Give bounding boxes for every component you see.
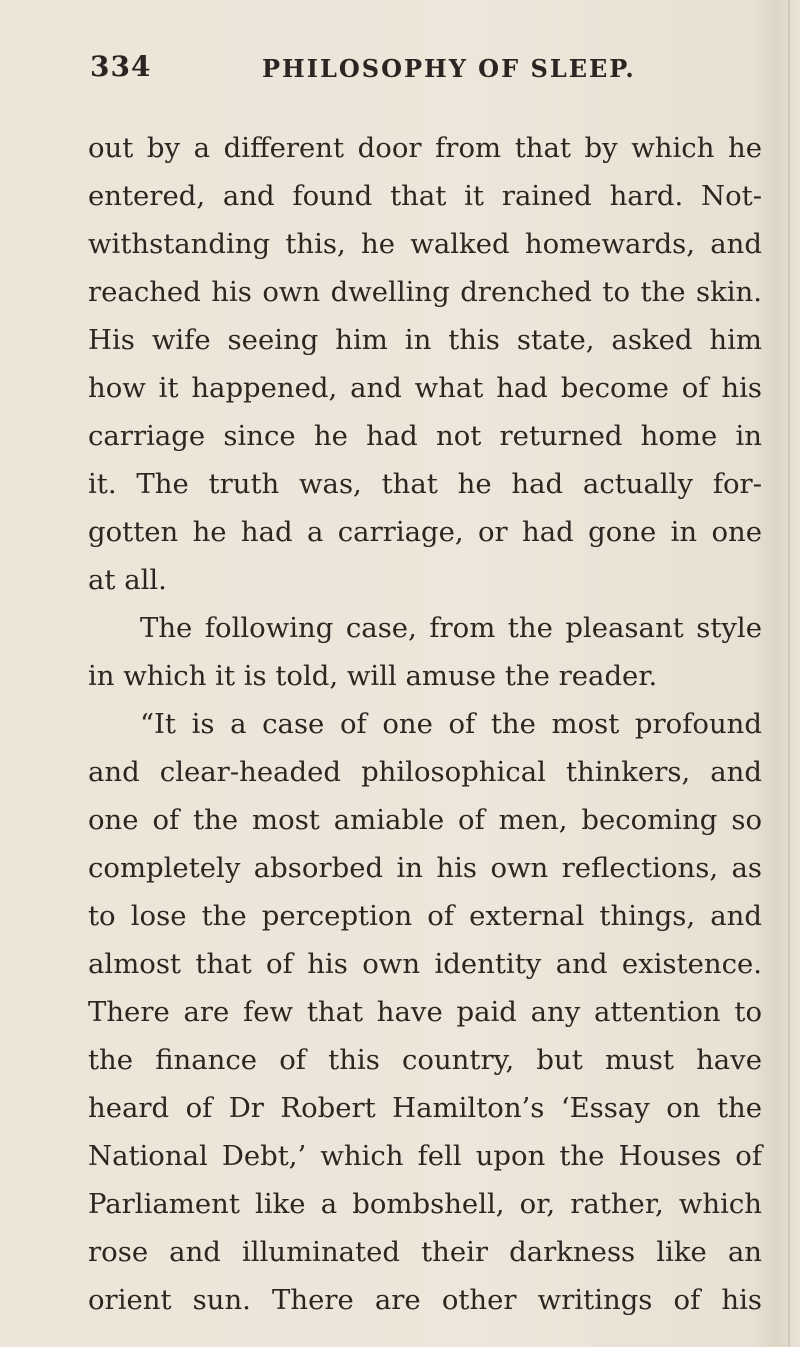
page-number: 334 (90, 50, 152, 83)
text-line: one of the most amiable of men, becoming so (88, 804, 762, 836)
text-line: almost that of his own identity and existence. (88, 948, 762, 980)
text-line: reached his own dwelling drenched to the skin. (88, 276, 762, 308)
text-line: withstanding this, he walked homewards, and (88, 228, 762, 260)
text-line: There are few that have paid any attention to (88, 996, 762, 1028)
text-line: how it happened, and what had become of his (88, 372, 762, 404)
page-edge-shadow (788, 0, 790, 1347)
text-line: it. The truth was, that he had actually for- (88, 468, 762, 500)
text-line: to lose the perception of external things, and (88, 900, 762, 932)
text-line: out by a different door from that by which he (88, 132, 762, 164)
text-line: and clear-headed philosophical thinkers, and (88, 756, 762, 788)
text-line: Parliament like a bombshell, or, rather, which (88, 1188, 762, 1220)
text-line: the finance of this country, but must have (88, 1044, 762, 1076)
running-head (90, 50, 790, 86)
text-line: at all. (88, 564, 167, 596)
text-line: gotten he had a carriage, or had gone in one (88, 516, 762, 548)
text-line: “It is a case of one of the most profound (140, 708, 762, 740)
text-line: National Debt,’ which fell upon the Houses of (88, 1140, 762, 1172)
text-line: entered, and found that it rained hard. Not- (88, 180, 762, 212)
text-line: His wife seeing him in this state, asked him (88, 324, 762, 356)
text-line: completely absorbed in his own reflections, as (88, 852, 762, 884)
text-line: The following case, from the pleasant style (140, 612, 762, 644)
text-line: rose and illuminated their darkness like an (88, 1236, 762, 1268)
text-line: carriage since he had not returned home in (88, 420, 762, 452)
text-line: orient sun. There are other writings of his (88, 1284, 762, 1316)
text-line: in which it is told, will amuse the reader. (88, 660, 658, 692)
running-title: PHILOSOPHY OF SLEEP. (262, 54, 636, 83)
text-line: heard of Dr Robert Hamilton’s ‘Essay on the (88, 1092, 762, 1124)
